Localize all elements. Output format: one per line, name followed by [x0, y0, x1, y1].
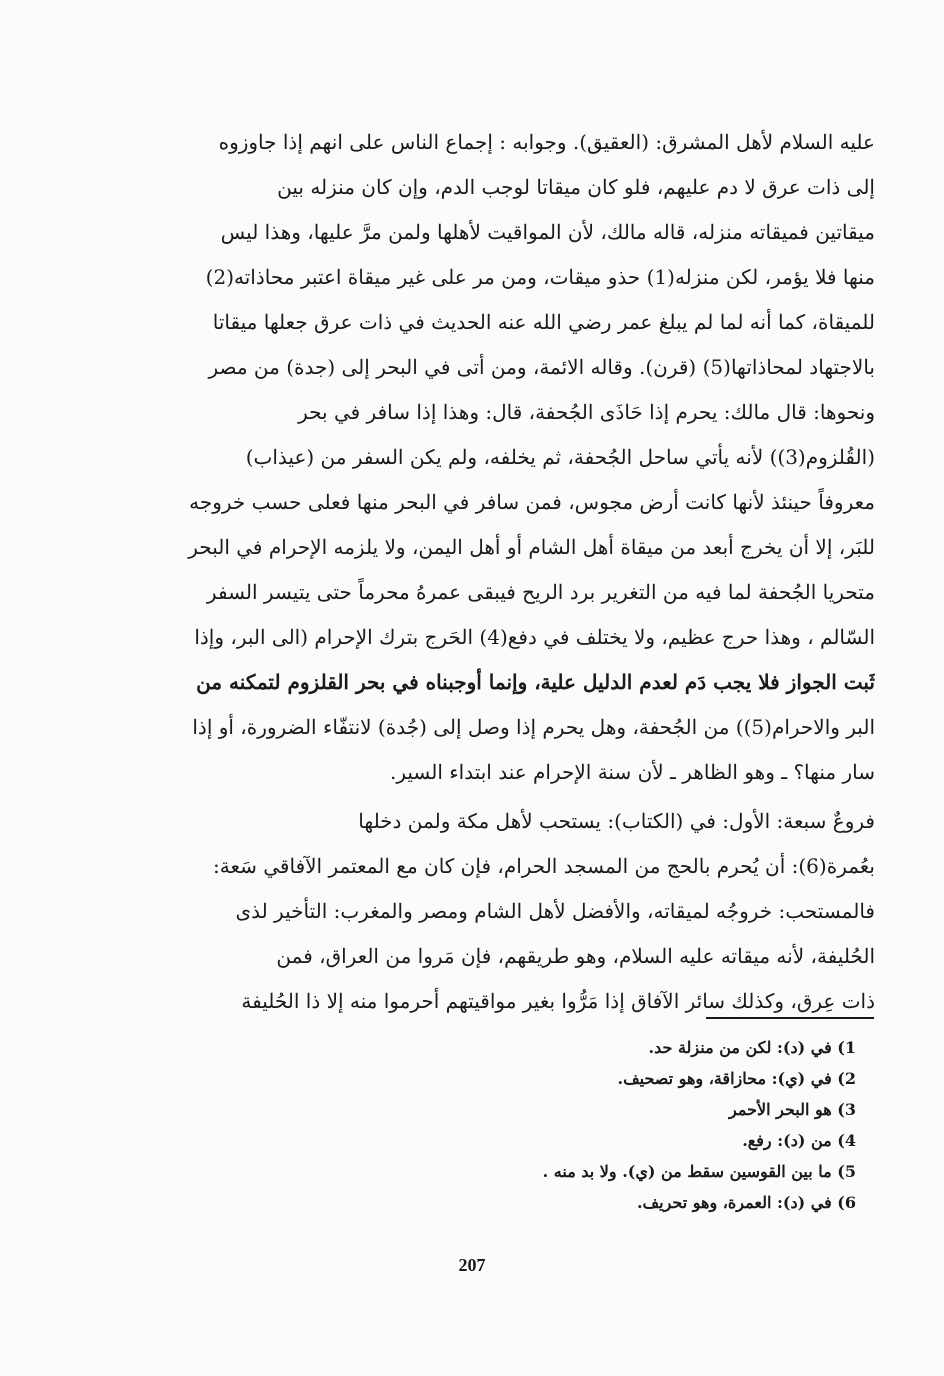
text-line: معروفاً حينئذ لأنها كانت أرض مجوس، فمن سافر في البحر منها فعلى حسب خروجه — [189, 490, 875, 514]
text-line: متحريا الجُحفة لما فيه من التغرير برد الريح فيبقى عمرهُ محرماً حتى يتيسر السفر — [206, 580, 875, 604]
text-line: (القُلزوم(3)) لأنه يأتي ساحل الجُحفة، ثم يخلفه، ولم يكن السفر من (عيذاب) — [245, 445, 875, 469]
text-line: السّالم ، وهذا حرج عظيم، ولا يختلف في دفع(4) الحَرج بترك الإحرام (الى البر، وإذا — [194, 625, 875, 649]
text-line: سار منها؟ ـ وهو الظاهر ـ لأن سنة الإحرام عند ابتداء السير. — [389, 760, 875, 784]
footnote: 4) من (د): رفع. — [742, 1131, 856, 1150]
text-line: فالمستحب: خروجُه لميقاته، والأفضل لأهل الشام ومصر والمغرب: التأخير لذى — [235, 899, 875, 923]
footnote: 5) ما بين القوسين سقط من (ي). ولا بد منه . — [542, 1162, 856, 1181]
text-line: للبَر، إلا أن يخرج أبعد من ميقاة أهل الشام أو أهل اليمن، ولا يلزمه الإحرام في البحر — [188, 535, 875, 559]
text-line: ميقاتين فميقاته منزله، قاله مالك، لأن المواقيت لأهلها ولمن مرَّ عليها، وهذا ليس — [220, 220, 875, 244]
text-line: الحُليفة، لأنه ميقاته عليه السلام، وهو طريقهم، فإن مَروا من العراق، فمن — [276, 944, 875, 968]
footnote: 1) في (د): لكن من منزلة حد. — [648, 1038, 856, 1057]
page-number: 207 — [458, 1255, 486, 1275]
main-text — [165, 120, 875, 1024]
footnote: 6) في (د): العمرة، وهو تحريف. — [636, 1193, 856, 1212]
footnote-divider — [706, 1017, 874, 1019]
text-line: للميقاة، كما أنه لما لم يبلغ عمر رضي الله عنه الحديث في ذات عرق جعلها ميقاتا — [212, 310, 875, 334]
text-line: منها فلا يؤمر، لكن منزله(1) حذو ميقات، ومن مر على غير ميقاة اعتبر محاذاته(2) — [205, 265, 875, 289]
text-line: عليه السلام لأهل المشرق: (العقيق). وجوابه : إجماع الناس على انهم إذا جاوزوه — [218, 130, 875, 154]
text-line: إلى ذات عرق لا دم عليهم، فلو كان ميقاتا لوجب الدم، وإن كان منزله بين — [277, 175, 875, 199]
text-line: ثَبت الجواز فلا يجب دَم لعدم الدليل علية، وإنما أوجبناه في بحر القلزوم لتمكنه من — [196, 670, 875, 694]
text-line: ونحوها: قال مالك: يحرم إذا حَاذَى الجُحفة، قال: وهذا إذا سافر في بحر — [298, 400, 875, 424]
text-line: بعُمرة(6): أن يُحرم بالحج من المسجد الحرام، فإن كان مع المعتمر الآفاقي سَعة: — [213, 854, 875, 878]
text-line: بالاجتهاد لمحاذاتها(5) (قرن). وقاله الائمة، ومن أتى في البحر إلى (جدة) من مصر — [208, 355, 875, 379]
text-line: ذات عِرق، وكذلك سائر الآفاق إذا مَرُّوا بغير مواقيتهم أحرموا منه إلا ذا الحُليفة — [241, 989, 875, 1013]
text-line: البر والاحرام(5)) من الجُحفة، وهل يحرم إذا وصل إلى (جُدة) لانتفّاء الضرورة، أو إذا — [192, 715, 875, 739]
footnotes — [480, 1032, 856, 1218]
branches-heading-line: فروعٌ سبعة: الأول: في (الكتاب): يستحب لأهل مكة ولمن دخلها — [358, 809, 875, 833]
footnote: 3) هو البحر الأحمر — [729, 1100, 856, 1119]
footnote: 2) في (ي): محازاقة، وهو تصحيف. — [617, 1069, 856, 1088]
